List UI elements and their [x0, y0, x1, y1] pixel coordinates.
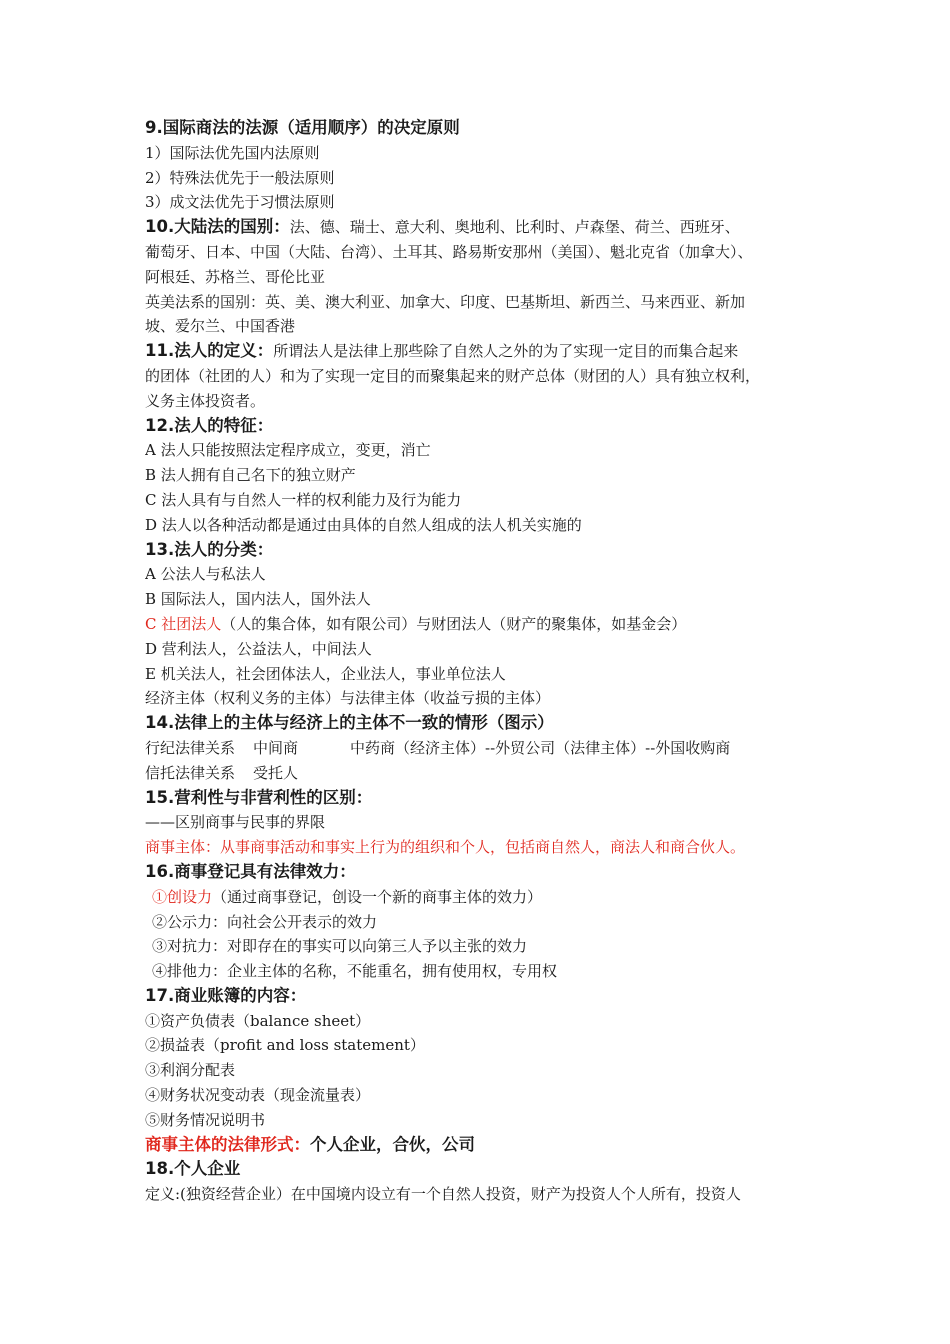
paragraph-line: 葡萄牙、日本、中国（大陆、台湾）、土耳其、路易斯安那州（美国）、魁北克省（加拿大）、	[145, 242, 753, 261]
list-item: ②损益表（profit and loss statement）	[145, 1036, 425, 1055]
list-item: ④财务状况变动表（现金流量表）	[145, 1086, 371, 1105]
list-item: E 机关法人，社会团体法人，企业法人，事业单位法人	[145, 664, 506, 683]
paragraph-line: 经济主体（权利义务的主体）与法律主体（收益亏损的主体）	[145, 689, 551, 708]
section-16-heading: 16.商事登记具有法律效力：	[145, 861, 356, 881]
section-10-line	[145, 215, 815, 240]
legal-forms-text: 个人企业，合伙，公司	[310, 1134, 475, 1154]
relation-chain: 中药商（经济主体）--外贸公司（法律主体）--外国收购商	[350, 738, 731, 757]
paragraph-line: 阿根廷、苏格兰、哥伦比亚	[145, 267, 326, 286]
list-item: A 法人只能按照法定程序成立，变更，消亡	[145, 441, 431, 460]
relation-row	[145, 761, 815, 786]
relation-type: 信托法律关系	[145, 763, 236, 782]
section-18-heading: 18.个人企业	[145, 1159, 241, 1179]
legal-forms-line	[145, 1133, 815, 1158]
section-13-heading: 13.法人的分类：	[145, 539, 274, 559]
list-item	[145, 885, 815, 910]
highlight-text: ①创设力	[152, 887, 213, 906]
civil-law-countries: 法、德、瑞士、意大利、奥地利、比利时、卢森堡、荷兰、西班牙、	[289, 218, 740, 237]
relation-party: 中间商	[253, 738, 299, 757]
highlight-paragraph: 商事主体：从事商事活动和事实上行为的组织和个人，包括商自然人，商法人和商合伙人。	[145, 838, 746, 857]
list-item-text: （人的集合体，如有限公司）与财团法人（财产的聚集体，如基金会）	[221, 614, 687, 633]
highlight-text: C 社团法人	[145, 614, 222, 633]
list-item: B 法人拥有自己名下的独立财产	[145, 466, 356, 485]
paragraph-line: ——区别商事与民事的界限	[145, 813, 326, 832]
list-item: ④排他力：企业主体的名称，不能重名，拥有使用权，专用权	[152, 962, 558, 981]
section-15-heading: 15.营利性与非营利性的区别：	[145, 787, 373, 807]
list-item: C 法人具有与自然人一样的权利能力及行为能力	[145, 490, 462, 509]
list-item: D 营利法人，公益法人，中间法人	[145, 639, 372, 658]
list-item: A 公法人与私法人	[145, 565, 266, 584]
highlight-heading: 商事主体的法律形式：	[145, 1134, 310, 1154]
list-item: ③对抗力：对即存在的事实可以向第三人予以主张的效力	[152, 937, 528, 956]
list-item	[145, 612, 815, 637]
list-item: ②公示力：向社会公开表示的效力	[152, 912, 378, 931]
paragraph-line: 定义:(独资经营企业）在中国境内设立有一个自然人投资，财产为投资人个人所有，投资人	[145, 1185, 741, 1204]
legal-person-definition: 所谓法人是法律上那些除了自然人之外的为了实现一定目的而集合起来	[273, 342, 739, 361]
paragraph-line: 义务主体投资者。	[145, 391, 266, 410]
list-item: 2）特殊法优先于一般法原则	[145, 168, 335, 187]
section-11-heading: 11.法人的定义：	[145, 341, 274, 361]
list-item: ①资产负债表（balance sheet）	[145, 1011, 371, 1030]
relation-row	[145, 736, 815, 761]
list-item: B 国际法人，国内法人，国外法人	[145, 590, 371, 609]
section-9-heading: 9.国际商法的法源（适用顺序）的决定原则	[145, 118, 460, 137]
section-11-line	[145, 339, 815, 364]
paragraph-line: 英美法系的国别：英、美、澳大利亚、加拿大、印度、巴基斯坦、新西兰、马来西亚、新加	[145, 292, 746, 311]
paragraph-line: 坡、爱尔兰、中国香港	[145, 317, 296, 336]
section-14-heading: 14.法律上的主体与经济上的主体不一致的情形（图示）	[145, 713, 554, 733]
section-17-heading: 17.商业账簿的内容：	[145, 985, 307, 1005]
list-item: 1）国际法优先国内法原则	[145, 143, 320, 162]
list-item: D 法人以各种活动都是通过由具体的自然人组成的法人机关实施的	[145, 515, 582, 534]
paragraph-line: 的团体（社团的人）和为了实现一定目的而聚集起来的财产总体（财团的人）具有独立权利，	[145, 366, 761, 385]
list-item: ⑤财务情况说明书	[145, 1110, 266, 1129]
relation-party: 受托人	[253, 763, 299, 782]
list-item: 3）成文法优先于习惯法原则	[145, 193, 335, 212]
relation-type: 行纪法律关系	[145, 738, 236, 757]
list-item-text: （通过商事登记，创设一个新的商事主体的效力）	[212, 887, 543, 906]
section-12-heading: 12.法人的特征：	[145, 415, 274, 435]
section-10-heading: 10.大陆法的国别：	[145, 217, 290, 237]
document-page	[145, 116, 815, 1207]
list-item: ③利润分配表	[145, 1061, 236, 1080]
